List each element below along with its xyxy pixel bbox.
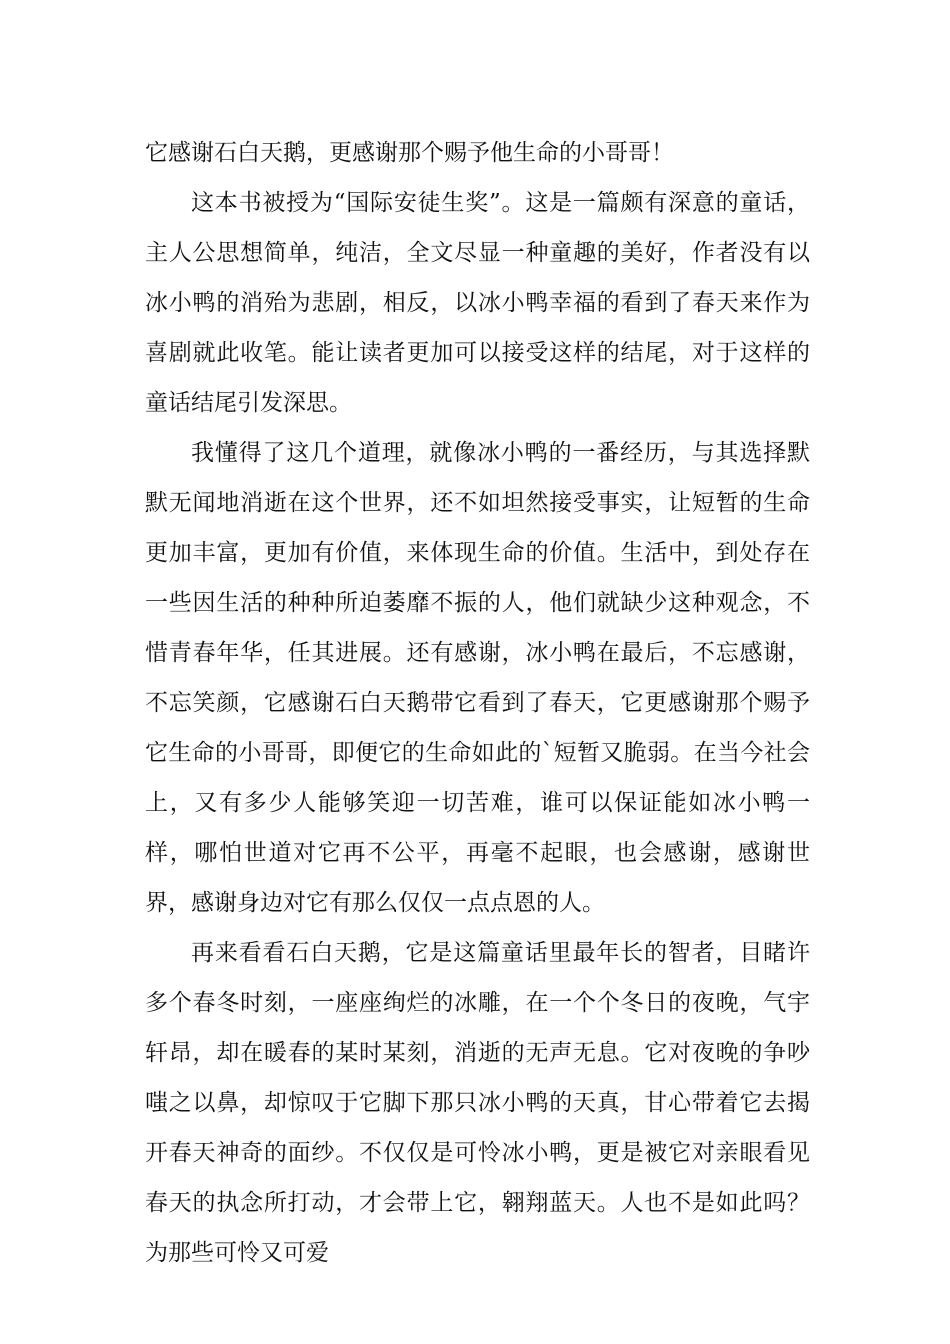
paragraph-continuation: 它感谢石白天鹅，更感谢那个赐予他生命的小哥哥！ [145, 140, 674, 166]
paragraph-lessons: 我懂得了这几个道理，就像冰小鸭的一番经历，与其选择默默无闻地消逝在这个世界，还不如坦然接受事实，让短暂的生命更加丰富，更加有价值，来体现生命的价值。生活中，到处存在一些因生活的种种所迫萎靡不振的人，他们就缺少这种观念，不惜青春年华，任其进展。还有感谢，冰小鸭在最后，不忘感谢，不忘笑颜，它感谢石白天鹅带它看到了春天，它更感谢那个赐予它生命的小哥哥，即便它的生命如此的`短暂又脆弱。在当今社会上，又有多少人能够笑迎一切苦难，谁可以保证能如冰小鸭一样，哪怕世道对它再不公平，再毫不起眼，也会感谢，感谢世界，感谢身边对它有那么仅仅一点点恩的人。 [145, 440, 810, 916]
paragraph-swan: 再来看看石白天鹅，它是这篇童话里最年长的智者，目睹许多个春冬时刻，一座座绚烂的冰雕，在一个个冬日的夜晚，气宇轩昂，却在暖春的某时某刻，消逝的无声无息。它对夜晚的争吵嗤之以鼻，却惊叹于它脚下那只冰小鸭的天真，甘心带着它去揭开春天神奇的面纱。不仅仅是可怜冰小鸭，更是被它对亲眼看见春天的执念所打动，才会带上它，翱翔蓝天。人也不是如此吗？为那些可怜又可爱 [145, 940, 810, 1266]
body-text [145, 128, 810, 1278]
paragraph-award: 这本书被授为“国际安徒生奖”。这是一篇颇有深意的童话，主人公思想简单，纯洁，全文尽显一种童趣的美好，作者没有以冰小鸭的消殆为悲剧，相反，以冰小鸭幸福的看到了春天来作为喜剧就此收笔。能让读者更加可以接受这样的结尾，对于这样的童话结尾引发深思。 [145, 190, 810, 416]
